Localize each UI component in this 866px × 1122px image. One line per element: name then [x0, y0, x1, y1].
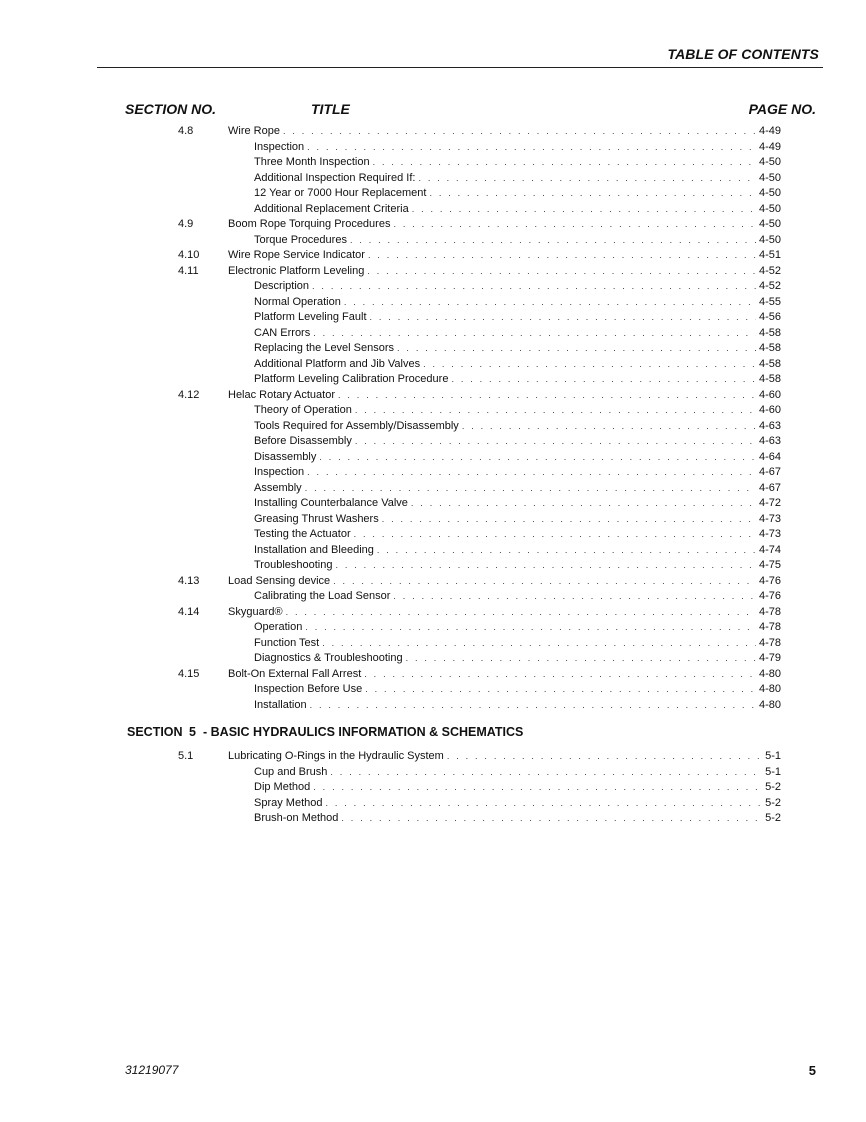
toc-entry-number: 4.15	[178, 667, 200, 680]
toc-dot-leader	[382, 512, 756, 528]
toc-entry-title: Replacing the Level Sensors	[254, 342, 395, 354]
toc-entry[interactable]	[0, 620, 866, 636]
toc-dot-leader	[418, 171, 756, 187]
toc-dot-leader	[333, 574, 756, 590]
toc-dot-leader	[310, 698, 756, 714]
toc-entry-title: Description	[254, 280, 310, 292]
toc-dot-leader	[335, 558, 755, 574]
toc-entry[interactable]	[0, 780, 866, 796]
toc-dot-leader	[364, 667, 756, 683]
toc-entry-line	[254, 636, 781, 652]
toc-entry-page: 4-79	[758, 652, 781, 664]
toc-entry-number: 4.12	[178, 388, 200, 401]
toc-entry-number: 4.10	[178, 249, 200, 261]
toc-dot-leader	[367, 264, 756, 280]
toc-entry[interactable]	[0, 811, 866, 827]
toc-entry-title: Normal Operation	[254, 295, 341, 308]
toc-entry-title: Installing Counterbalance Valve	[254, 497, 408, 509]
toc-entry-title: Calibrating the Load Sensor	[254, 590, 391, 602]
toc-entry[interactable]	[0, 202, 866, 218]
toc-entry[interactable]	[0, 372, 866, 388]
toc-entry[interactable]	[0, 512, 866, 528]
toc-entry-page: 4-80	[758, 698, 781, 711]
toc-entry-line	[228, 124, 781, 140]
toc-entry[interactable]	[0, 217, 866, 233]
toc-entry-line	[254, 698, 781, 714]
toc-entry-line	[254, 765, 781, 781]
toc-entry-line	[254, 202, 781, 218]
toc-entry-line	[228, 388, 781, 404]
toc-dot-leader	[319, 450, 756, 466]
toc-entry-number: 4.8	[178, 125, 194, 137]
toc-entry[interactable]	[0, 326, 866, 342]
toc-dot-leader	[462, 419, 756, 435]
toc-dot-leader	[373, 155, 756, 171]
toc-entry[interactable]	[0, 481, 866, 497]
toc-entry-title: Bolt-On External Fall Arrest	[228, 667, 362, 680]
toc-entry-title: Boom Rope Torquing Procedures	[228, 218, 391, 230]
toc-entry[interactable]	[0, 667, 866, 683]
toc-dot-leader	[305, 481, 756, 497]
toc-entry-line	[228, 217, 781, 233]
toc-entry-line	[254, 295, 781, 311]
toc-entry-page: 4-73	[758, 528, 781, 540]
toc-entry-title: Electronic Platform Leveling	[228, 264, 365, 277]
toc-entry-page: 4-52	[758, 280, 781, 292]
toc-dot-leader	[325, 796, 762, 812]
toc-entry-page: 5-1	[765, 765, 781, 778]
toc-entry[interactable]	[0, 124, 866, 140]
toc-entry-number: 5.1	[178, 750, 194, 762]
toc-dot-leader	[429, 186, 756, 202]
toc-entry-line	[254, 589, 781, 605]
toc-entry[interactable]	[0, 527, 866, 543]
toc-entry-title: Inspection	[254, 140, 305, 153]
toc-entry[interactable]	[0, 434, 866, 450]
toc-entry-page: 4-50	[758, 202, 781, 215]
toc-entry[interactable]	[0, 341, 866, 357]
toc-entry-page: 4-56	[758, 311, 781, 323]
toc-entry[interactable]	[0, 140, 866, 156]
toc-entry-page: 4-75	[758, 559, 781, 571]
toc-entry[interactable]	[0, 682, 866, 698]
toc-entry-title: Helac Rotary Actuator	[228, 388, 335, 401]
toc-dot-leader	[447, 749, 762, 765]
toc-dot-leader	[338, 388, 756, 404]
toc-entry-line	[254, 372, 781, 388]
toc-entry[interactable]	[0, 171, 866, 187]
toc-section-4-list	[0, 124, 866, 713]
toc-entry-title: Inspection	[254, 466, 305, 478]
toc-entry-title: Dip Method	[254, 781, 311, 793]
toc-entry-title: Lubricating O-Rings in the Hydraulic System	[228, 750, 444, 762]
toc-entry-title: Function Test	[254, 636, 320, 649]
toc-entry-title: Platform Leveling Calibration Procedure	[254, 373, 449, 385]
toc-entry[interactable]	[0, 496, 866, 512]
toc-entry-line	[254, 155, 781, 171]
toc-entry[interactable]	[0, 450, 866, 466]
toc-entry-title: Before Disassembly	[254, 435, 352, 447]
toc-entry-page: 4-58	[758, 357, 781, 370]
toc-entry-number: 4.14	[178, 605, 200, 618]
column-header-section-no: SECTION NO.	[125, 101, 217, 117]
toc-entry[interactable]	[0, 155, 866, 171]
toc-entry[interactable]	[0, 186, 866, 202]
toc-dot-leader	[307, 140, 756, 156]
toc-entry-line	[254, 140, 781, 156]
toc-dot-leader	[412, 202, 756, 218]
toc-entry-line	[254, 481, 781, 497]
toc-entry-page: 4-58	[758, 342, 781, 354]
toc-entry-line	[254, 450, 781, 466]
toc-entry-line	[254, 403, 781, 419]
toc-entry-line	[254, 186, 781, 202]
toc-entry-title: 12 Year or 7000 Hour Replacement	[254, 187, 427, 199]
toc-entry-page: 4-63	[758, 435, 781, 447]
toc-dot-leader	[397, 341, 756, 357]
toc-entry-line	[254, 620, 781, 636]
toc-entry-title: Platform Leveling Fault	[254, 311, 367, 323]
toc-entry-page: 4-67	[758, 481, 781, 494]
toc-entry-page: 4-78	[758, 636, 781, 649]
toc-entry-page: 4-50	[758, 218, 781, 230]
toc-entry-line	[254, 651, 781, 667]
toc-entry[interactable]	[0, 465, 866, 481]
toc-dot-leader	[406, 651, 756, 667]
toc-entry-title: Assembly	[254, 481, 302, 494]
toc-entry-title: Greasing Thrust Washers	[254, 512, 379, 525]
toc-dot-leader	[355, 434, 756, 450]
toc-entry-page: 4-49	[758, 125, 781, 137]
toc-entry[interactable]	[0, 248, 866, 264]
column-header-page-no: PAGE NO.	[748, 101, 816, 117]
toc-entry-title: Torque Procedures	[254, 233, 347, 246]
section-5-title: - BASIC HYDRAULICS INFORMATION & SCHEMATICS	[203, 725, 524, 739]
toc-entry-line	[254, 341, 781, 357]
toc-entry-line	[228, 667, 781, 683]
toc-entry-line	[228, 749, 781, 765]
toc-dot-leader	[423, 357, 756, 373]
toc-entry-title: Brush-on Method	[254, 812, 339, 824]
section-5-number: 5	[189, 725, 196, 739]
toc-entry-page: 4-63	[758, 419, 781, 432]
toc-dot-leader	[355, 403, 756, 419]
toc-dot-leader	[305, 620, 756, 636]
toc-entry-page: 4-51	[758, 249, 781, 261]
toc-entry[interactable]	[0, 419, 866, 435]
toc-entry-line	[254, 496, 781, 512]
toc-entry-page: 4-60	[758, 388, 781, 401]
toc-dot-leader	[322, 636, 756, 652]
toc-entry-page: 4-72	[758, 497, 781, 509]
toc-entry[interactable]	[0, 605, 866, 621]
toc-entry[interactable]	[0, 651, 866, 667]
toc-entry-line	[254, 326, 781, 342]
toc-entry-line	[254, 796, 781, 812]
toc-entry-title: Testing the Actuator	[254, 528, 351, 540]
toc-entry-title: Wire Rope	[228, 125, 280, 137]
toc-entry-line	[254, 811, 781, 827]
toc-entry[interactable]	[0, 357, 866, 373]
toc-section-5-list	[0, 749, 866, 827]
toc-entry-line	[254, 419, 781, 435]
toc-entry-page: 5-2	[765, 796, 781, 809]
toc-entry-title: Tools Required for Assembly/Disassembly	[254, 419, 459, 432]
toc-entry[interactable]	[0, 698, 866, 714]
toc-entry-title: Cup and Brush	[254, 765, 328, 778]
toc-entry-title: Troubleshooting	[254, 559, 333, 571]
toc-entry-line	[228, 605, 781, 621]
toc-entry-title: Installation	[254, 698, 307, 711]
toc-entry-line	[254, 357, 781, 373]
toc-entry-page: 4-49	[758, 140, 781, 153]
toc-dot-leader	[313, 326, 756, 342]
toc-entry-line	[254, 233, 781, 249]
toc-entry-number: 4.9	[178, 218, 194, 230]
toc-entry-line	[254, 558, 781, 574]
toc-entry-number: 4.13	[178, 574, 200, 587]
toc-entry-page: 5-2	[765, 781, 781, 793]
toc-entry-line	[254, 682, 781, 698]
footer-doc-number: 31219077	[125, 1063, 179, 1077]
toc-entry-title: Diagnostics & Troubleshooting	[254, 652, 403, 664]
toc-dot-leader	[370, 310, 756, 326]
toc-entry-title: Disassembly	[254, 450, 317, 463]
toc-entry-line	[254, 310, 781, 326]
toc-entry-title: Installation and Bleeding	[254, 543, 374, 556]
toc-entry-page: 4-78	[758, 605, 781, 618]
column-header-title: TITLE	[311, 101, 350, 117]
toc-entry-page: 4-50	[758, 156, 781, 168]
toc-entry-line	[254, 780, 781, 796]
toc-entry-page: 5-2	[765, 812, 781, 824]
toc-entry-title: Inspection Before Use	[254, 683, 363, 695]
toc-entry-page: 4-76	[758, 590, 781, 602]
toc-dot-leader	[393, 589, 756, 605]
toc-dot-leader	[354, 527, 756, 543]
header-rule	[97, 67, 823, 68]
toc-entry[interactable]	[0, 279, 866, 295]
toc-dot-leader	[350, 233, 756, 249]
toc-entry-page: 4-78	[758, 621, 781, 633]
toc-entry-page: 4-67	[758, 466, 781, 478]
toc-entry-page: 4-50	[758, 187, 781, 199]
toc-dot-leader	[344, 295, 756, 311]
toc-dot-leader	[341, 811, 762, 827]
toc-entry[interactable]	[0, 388, 866, 404]
toc-entry-title: Operation	[254, 621, 303, 633]
toc-entry[interactable]	[0, 749, 866, 765]
footer-page-number: 5	[808, 1063, 816, 1078]
toc-dot-leader	[451, 372, 756, 388]
page-header-title: TABLE OF CONTENTS	[667, 46, 819, 62]
toc-entry-page: 4-73	[758, 512, 781, 525]
toc-dot-leader	[286, 605, 756, 621]
toc-entry-title: Skyguard®	[228, 605, 283, 618]
toc-entry-page: 5-1	[765, 750, 781, 762]
toc-entry-number: 4.11	[178, 264, 199, 277]
toc-entry-line	[254, 527, 781, 543]
toc-entry[interactable]	[0, 765, 866, 781]
toc-entry-title: Additional Replacement Criteria	[254, 202, 409, 215]
toc-entry-page: 4-50	[758, 171, 781, 184]
toc-dot-leader	[365, 682, 756, 698]
toc-entry-title: CAN Errors	[254, 326, 311, 339]
toc-entry[interactable]	[0, 233, 866, 249]
toc-dot-leader	[307, 465, 756, 481]
toc-entry[interactable]	[0, 796, 866, 812]
toc-dot-leader	[283, 124, 756, 140]
toc-entry-line	[254, 279, 781, 295]
toc-entry-title: Three Month Inspection	[254, 156, 370, 168]
toc-entry-line	[254, 543, 781, 559]
toc-entry-page: 4-58	[758, 373, 781, 385]
toc-entry-title: Theory of Operation	[254, 404, 352, 416]
section-5-heading[interactable]	[127, 725, 523, 739]
toc-entry-line	[228, 248, 781, 264]
toc-entry-title: Additional Inspection Required If:	[254, 171, 416, 184]
toc-dot-leader	[368, 248, 756, 264]
toc-entry-page: 4-76	[758, 574, 781, 587]
toc-entry-title: Load Sensing device	[228, 574, 331, 587]
toc-entry-line	[254, 434, 781, 450]
toc-entry-title: Additional Platform and Jib Valves	[254, 357, 421, 370]
toc-entry-line	[254, 512, 781, 528]
toc-entry[interactable]	[0, 310, 866, 326]
toc-entry-line	[254, 171, 781, 187]
toc-entry[interactable]	[0, 264, 866, 280]
toc-entry-page: 4-60	[758, 404, 781, 416]
toc-entry-line	[228, 264, 781, 280]
toc-entry-page: 4-80	[758, 667, 781, 680]
section-5-label: SECTION	[127, 725, 183, 739]
toc-dot-leader	[393, 217, 756, 233]
toc-dot-leader	[411, 496, 756, 512]
toc-entry[interactable]	[0, 295, 866, 311]
toc-dot-leader	[312, 279, 756, 295]
toc-entry[interactable]	[0, 558, 866, 574]
toc-entry-title: Wire Rope Service Indicator	[228, 249, 365, 261]
toc-dot-leader	[313, 780, 762, 796]
toc-entry-page: 4-74	[758, 543, 781, 556]
toc-entry-page: 4-50	[758, 233, 781, 246]
toc-entry[interactable]	[0, 543, 866, 559]
toc-entry[interactable]	[0, 636, 866, 652]
toc-entry-page: 4-58	[758, 326, 781, 339]
toc-entry-page: 4-52	[758, 264, 781, 277]
toc-entry-title: Spray Method	[254, 796, 323, 809]
toc-dot-leader	[330, 765, 762, 781]
toc-entry-line	[228, 574, 781, 590]
toc-entry-page: 4-55	[758, 295, 781, 308]
toc-entry-page: 4-80	[758, 683, 781, 695]
toc-entry[interactable]	[0, 574, 866, 590]
toc-entry[interactable]	[0, 589, 866, 605]
toc-dot-leader	[377, 543, 756, 559]
toc-entry-line	[254, 465, 781, 481]
toc-entry[interactable]	[0, 403, 866, 419]
toc-entry-page: 4-64	[758, 450, 781, 463]
